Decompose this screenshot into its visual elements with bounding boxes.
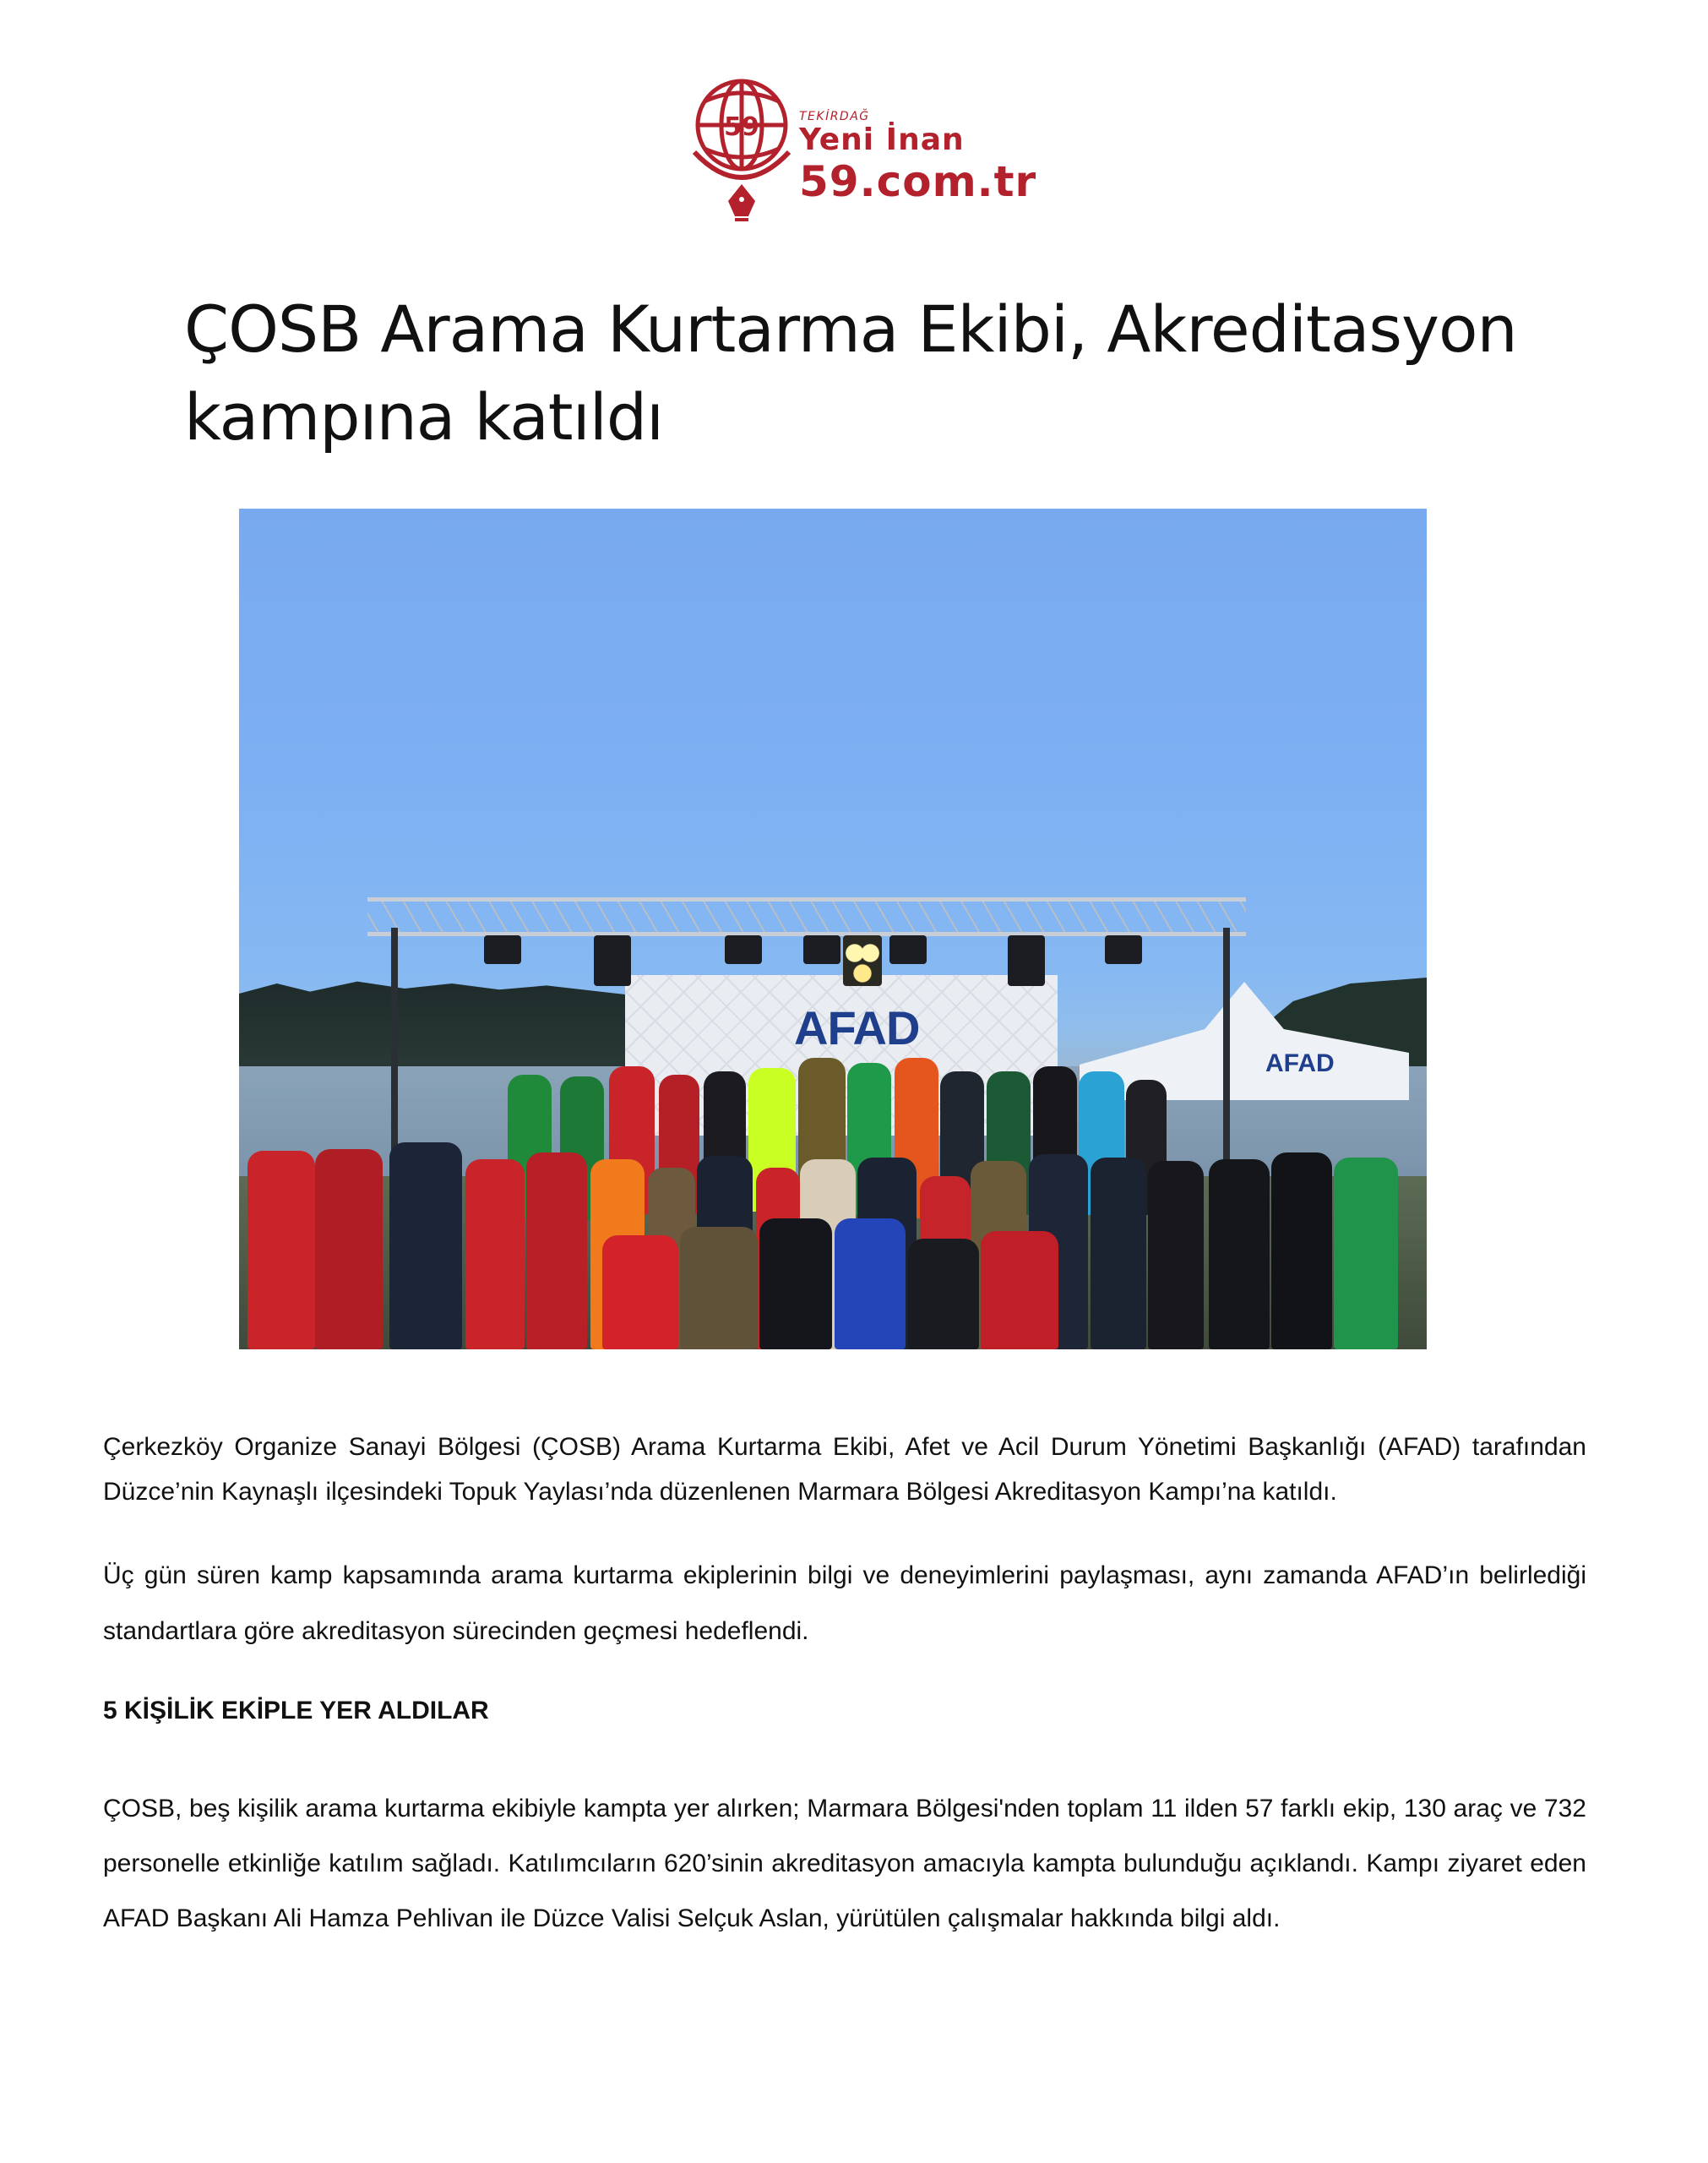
subheading: 5 KİŞİLİK EKİPLE YER ALDILAR — [103, 1697, 489, 1724]
logo-name: Yeni İnan — [799, 123, 965, 157]
stage-truss — [367, 897, 1246, 936]
stage-light — [803, 935, 840, 964]
person — [602, 1235, 678, 1349]
site-logo[interactable] — [691, 76, 1037, 228]
stage-light — [1008, 935, 1045, 986]
person — [981, 1231, 1058, 1349]
article-title: ÇOSB Arama Kurtarma Ekibi, Akreditasyon kampına katıldı — [184, 291, 1517, 455]
stage-light — [1105, 935, 1142, 964]
banner-afad-text: AFAD — [794, 1001, 920, 1054]
person — [680, 1227, 758, 1349]
person — [389, 1142, 462, 1349]
stage-light — [484, 935, 521, 964]
globe-pen-icon — [691, 76, 792, 228]
person — [1334, 1158, 1398, 1349]
paragraph-2: Üç gün süren kamp kapsamında arama kurtarma ekiplerinin bilgi ve deneyimlerini paylaşması, aynı zamanda AFAD’ın belirlediği standartlara göre akreditasyon sürecinden geçmesi hedeflendi. — [103, 1561, 1586, 1645]
logo-domain: 59.com.tr — [799, 157, 1037, 206]
person — [526, 1152, 587, 1349]
person — [835, 1218, 906, 1349]
person — [1271, 1152, 1332, 1349]
tent-afad-text: AFAD — [1265, 1049, 1335, 1077]
person — [247, 1151, 315, 1349]
stage-light — [889, 935, 927, 964]
svg-text:59: 59 — [724, 112, 759, 142]
stage-light-lit — [843, 935, 882, 986]
person — [759, 1218, 832, 1349]
stage-light — [594, 935, 631, 986]
logo-region: TEKİRDAĞ — [799, 110, 870, 123]
article-photo — [239, 509, 1427, 1349]
group-of-people — [239, 1049, 1427, 1349]
person — [1091, 1158, 1146, 1349]
person — [1209, 1159, 1270, 1349]
paragraph-1: Çerkezköy Organize Sanayi Bölgesi (ÇOSB) Arama Kurtarma Ekibi, Afet ve Acil Durum Yönetimi Başkanlığı (AFAD) tarafından Düzce’nin Kaynaşlı ilçesindeki Topuk Yaylası’nda düzenlenen Marmara Bölgesi Akreditasyon Kampı’na katıldı. — [103, 1433, 1586, 1506]
person — [908, 1239, 979, 1349]
paragraph-3: ÇOSB, beş kişilik arama kurtarma ekibiyle kampta yer alırken; Marmara Bölgesi'nden toplam 11 ilden 57 farklı ekip, 130 araç ve 732 personelle etkinliğe katılım sağladı. Katılımcıların 620’sinin akreditasyon amacıyla kampta bulunduğu açıklandı. Kampı ziyaret eden AFAD Başkanı Ali Hamza Pehlivan ile Düzce Valisi Selçuk Aslan, yürütülen çalışmalar hakkında bilgi aldı. — [103, 1795, 1586, 1932]
stage-light — [725, 935, 762, 964]
person — [1148, 1161, 1204, 1349]
person — [315, 1149, 383, 1349]
person — [465, 1159, 525, 1349]
